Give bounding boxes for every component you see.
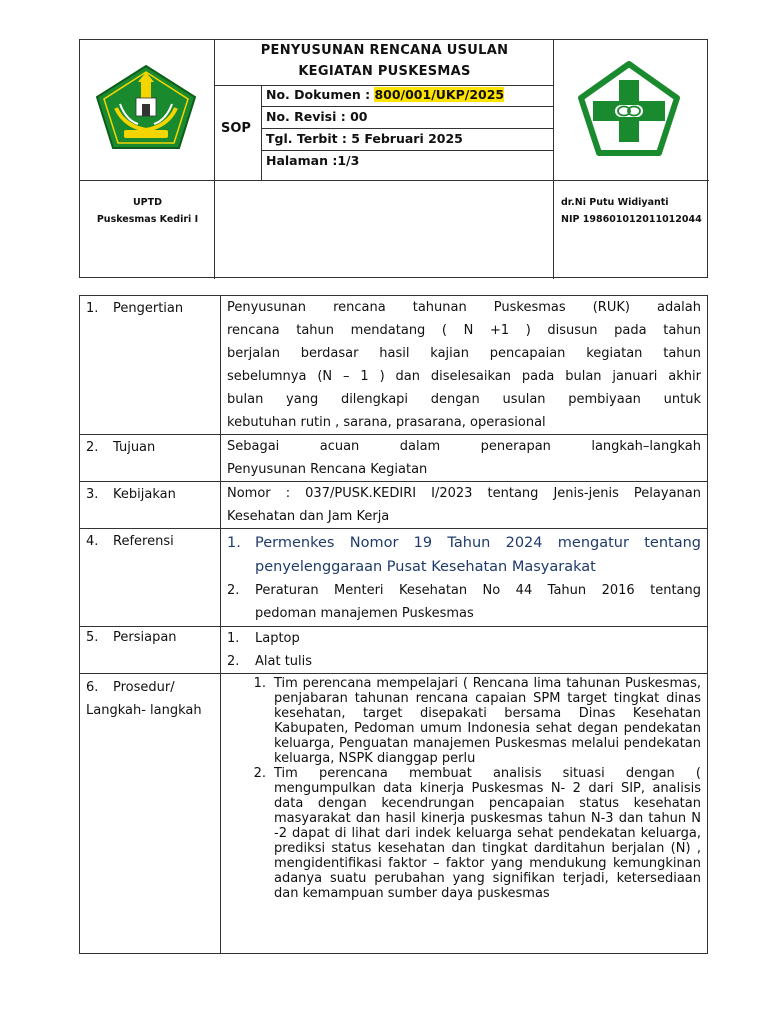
list-item	[227, 676, 701, 766]
table-row	[80, 296, 708, 435]
row-label	[80, 296, 221, 435]
title-line: KEGIATAN PUSKESMAS	[298, 64, 471, 79]
list-text: Laptop	[255, 631, 300, 646]
text-line: Peraturan Menteri Kesehatan No 44 Tahun 2016 tentang	[255, 583, 701, 598]
org-unit: Puskesmas Kediri I	[96, 214, 199, 225]
list-item	[227, 627, 701, 650]
row-number: 3.	[86, 487, 99, 502]
issue-date-field: Tgl. Terbit : 5 Februari 2025	[262, 129, 553, 151]
row-number: 6.	[86, 680, 99, 695]
procedure-list	[227, 676, 701, 901]
table-row	[80, 674, 708, 954]
list-item	[227, 766, 701, 901]
org-name: UPTD	[132, 197, 163, 208]
row-number: 2.	[86, 440, 99, 455]
officer-nip: NIP 198601012011012044	[561, 214, 702, 225]
text-line: Sebagai acuan dalam penerapan langkah–langkah	[227, 439, 701, 454]
doc-number-label: No. Dokumen :	[266, 87, 375, 102]
list-item	[227, 650, 701, 673]
header-divider	[80, 180, 709, 181]
preparation-list	[227, 627, 701, 673]
text-line: Penyusunan Rencana Kegiatan	[227, 462, 428, 477]
row-title: Prosedur/	[113, 680, 175, 695]
officer-info	[561, 194, 709, 228]
row-content	[221, 674, 708, 954]
row-label	[80, 529, 221, 627]
row-title: Pengertian	[113, 301, 184, 316]
row-label	[80, 627, 221, 674]
row-title: Persiapan	[113, 630, 177, 645]
officer-name: dr.Ni Putu Widiyanti	[561, 197, 669, 208]
text-line: rencana tahun mendatang ( N +1 ) disusun pada tahun	[227, 323, 701, 338]
sop-label: SOP	[221, 121, 251, 136]
row-title: Tujuan	[113, 440, 156, 455]
list-item	[227, 579, 701, 625]
row-number: 1.	[86, 301, 99, 316]
list-text: Tim perencana mempelajari ( Rencana lima tahunan Puskesmas, penjabaran tahunan rencana capaian SPM target tingkat dinas kesehatan, target disepakati bersama Dinas Kesehatan Kabupaten, Pedoman umum Indonesia sehat degan pendekatan keluarga, Penguatan manajemen Puskesmas melalui pendekatan keluarga, NSPK dianggap perlu	[274, 676, 701, 766]
document-title	[215, 40, 554, 82]
row-label	[80, 674, 221, 954]
row-label	[80, 435, 221, 482]
list-number: 1.	[227, 631, 240, 646]
row-content	[221, 529, 708, 627]
list-text: Tim perencana membuat analisis situasi dengan ( mengumpulkan data kinerja Puskesmas N- 2 dari SIP, analisis data dengan kecendrungan pencapaian status kesehatan masyarakat dan hasil kinerja puskesmas tahun N-3 dan tahun N -2 dapat di lihat dari indek keluarga sehat pendekatan keluarga, prediksi status kesehatan dan tingkat darditahun berjalan (N) , mengidentifikasi faktor – faktor yang mendukung kemungkinan adanya suatu perubahan yang signifikan terjadi, ketersediaan dan kemampuan sumber daya puskesmas	[274, 766, 701, 901]
puskesmas-logo-icon	[577, 60, 681, 156]
row-number: 4.	[86, 534, 99, 549]
list-text	[255, 579, 701, 625]
row-content	[221, 296, 708, 435]
row-label	[80, 482, 221, 529]
doc-number-field	[262, 85, 553, 107]
reference-list	[227, 531, 701, 625]
row-title: Referensi	[113, 534, 174, 549]
list-number: 1.	[227, 535, 241, 551]
text-line: penyelenggaraan Pusat Kesehatan Masyarakat	[255, 559, 596, 575]
regency-emblem-icon	[94, 64, 198, 150]
list-text: Alat tulis	[255, 654, 313, 669]
text-line: sebelumnya (N – 1 ) dan diselesaikan pada bulan januari akhir	[227, 369, 701, 384]
row-content	[221, 482, 708, 529]
list-number: 2.	[227, 654, 240, 669]
table-row	[80, 529, 708, 627]
list-number: 2.	[253, 766, 266, 781]
row-content	[221, 435, 708, 482]
doc-number-value: 800/001/UKP/2025	[374, 87, 505, 102]
row-title: Kebijakan	[113, 487, 176, 502]
table-row	[80, 435, 708, 482]
list-text	[255, 531, 701, 579]
text-line: bulan yang dilengkapi dengan usulan pembiyaan untuk	[227, 392, 701, 407]
table-row	[80, 482, 708, 529]
text-line: Permenkes Nomor 19 Tahun 2024 mengatur tentang	[255, 535, 701, 551]
list-number: 2.	[227, 583, 240, 598]
text-line: Penyusunan rencana tahunan Puskesmas (RUK) adalah	[227, 300, 701, 315]
title-line: PENYUSUNAN RENCANA USULAN	[260, 43, 509, 58]
text-line: berjalan berdasar hasil kajian pencapaian kegiatan tahun	[227, 346, 701, 361]
row-content	[221, 627, 708, 674]
document-header	[79, 39, 708, 278]
row-title: Langkah- langkah	[86, 703, 202, 718]
organization-info	[80, 194, 215, 228]
row-number: 5.	[86, 630, 99, 645]
sop-content-table	[79, 295, 708, 954]
text-line: Kesehatan dan Jam Kerja	[227, 509, 390, 524]
revision-field: No. Revisi : 00	[262, 107, 553, 129]
page-field: Halaman :1/3	[266, 153, 360, 168]
text-line: Nomor : 037/PUSK.KEDIRI I/2023 tentang Jenis-jenis Pelayanan	[227, 486, 701, 501]
list-number: 1.	[253, 676, 266, 691]
list-item	[227, 531, 701, 579]
text-line: pedoman manajemen Puskesmas	[255, 606, 474, 621]
table-row	[80, 627, 708, 674]
text-line: kebutuhan rutin , sarana, prasarana, operasional	[227, 415, 546, 430]
